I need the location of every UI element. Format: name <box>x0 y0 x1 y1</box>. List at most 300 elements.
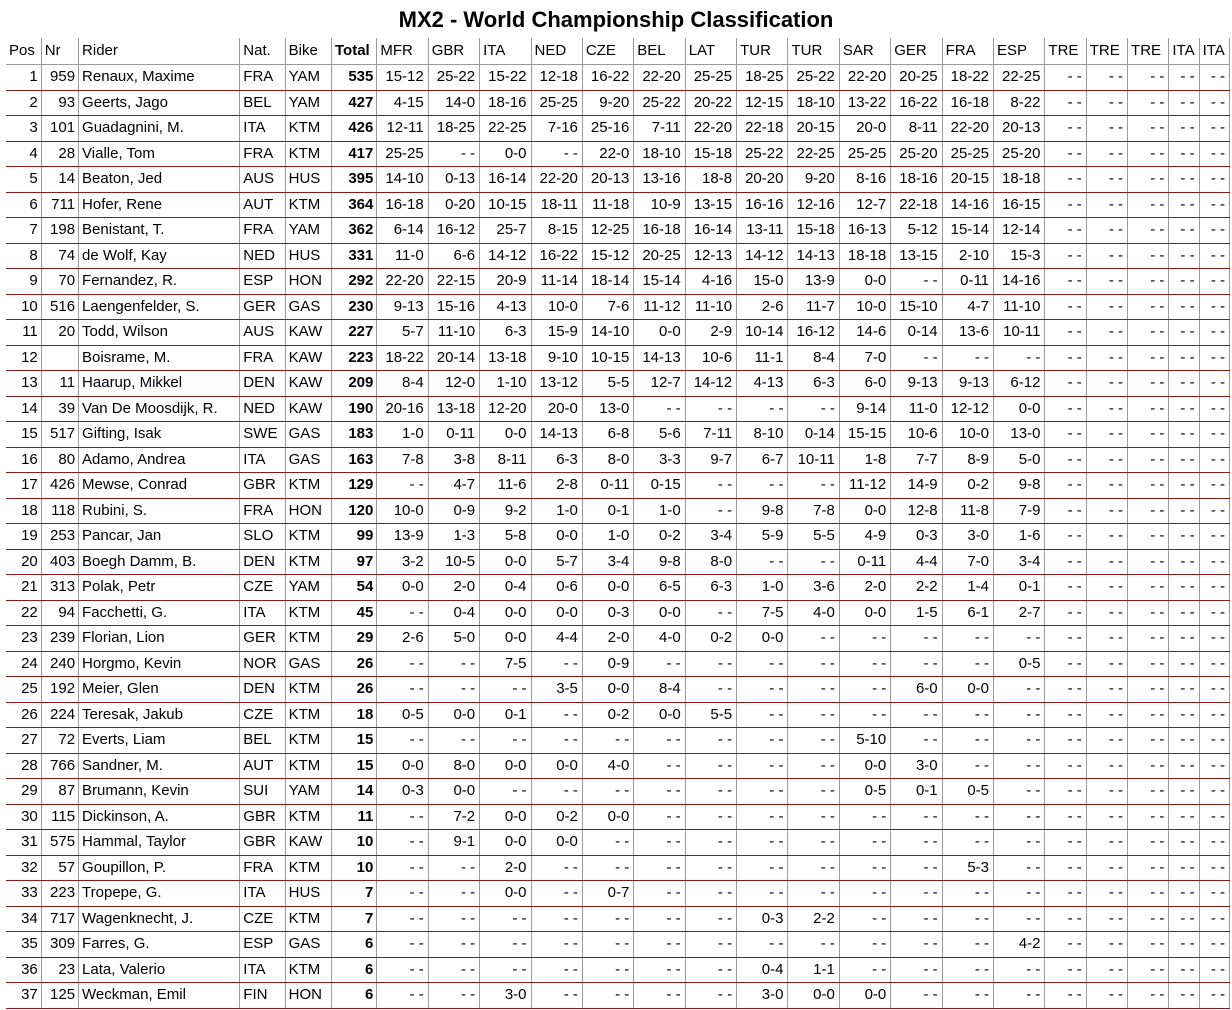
race-result-cell: 0-1 <box>891 779 942 805</box>
race-result-cell: 0-2 <box>685 626 736 652</box>
race-result-cell: - - <box>685 728 736 754</box>
bike-cell: KTM <box>285 549 331 575</box>
race-result-cell: 6-0 <box>891 677 942 703</box>
race-result-cell: 25-20 <box>994 141 1045 167</box>
race-result-cell: - - <box>737 473 788 499</box>
race-result-cell: - - <box>1128 371 1169 397</box>
race-result-cell: - - <box>737 932 788 958</box>
race-result-cell: 13-0 <box>994 422 1045 448</box>
table-row <box>6 243 1230 269</box>
race-result-cell: 14-16 <box>942 192 993 218</box>
race-result-cell: 6-7 <box>737 447 788 473</box>
table-row <box>6 830 1230 856</box>
race-result-cell: 0-0 <box>480 753 531 779</box>
race-result-cell: 25-22 <box>634 90 685 116</box>
race-result-cell: - - <box>1169 983 1199 1009</box>
rider-cell: Boisrame, M. <box>79 345 240 371</box>
number-cell: 309 <box>41 932 78 958</box>
race-result-cell: 9-8 <box>634 549 685 575</box>
race-result-cell: - - <box>1169 294 1199 320</box>
rider-cell: Mewse, Conrad <box>79 473 240 499</box>
race-result-cell: - - <box>1045 371 1086 397</box>
race-result-cell: 0-0 <box>839 269 890 295</box>
race-result-cell: - - <box>1086 422 1127 448</box>
race-result-cell: - - <box>942 728 993 754</box>
total-cell: 26 <box>332 651 377 677</box>
race-result-cell: - - <box>1128 141 1169 167</box>
race-result-cell: - - <box>1169 371 1199 397</box>
rider-cell: Farres, G. <box>79 932 240 958</box>
race-result-cell: 1-10 <box>480 371 531 397</box>
race-result-cell: - - <box>1086 218 1127 244</box>
race-result-cell: - - <box>891 651 942 677</box>
race-result-cell: - - <box>1199 651 1229 677</box>
rider-cell: Geerts, Jago <box>79 90 240 116</box>
race-result-cell: 25-25 <box>685 65 736 91</box>
total-cell: 10 <box>332 855 377 881</box>
race-result-cell: - - <box>1086 779 1127 805</box>
table-row <box>6 192 1230 218</box>
race-result-cell: 8-4 <box>377 371 428 397</box>
race-result-cell: - - <box>1045 626 1086 652</box>
nation-cell: AUS <box>240 167 285 193</box>
race-result-cell: - - <box>1045 957 1086 983</box>
race-result-cell: - - <box>1045 932 1086 958</box>
race-result-cell: - - <box>1199 294 1229 320</box>
number-cell: 39 <box>41 396 78 422</box>
race-result-cell: - - <box>1086 575 1127 601</box>
nation-cell: ITA <box>240 957 285 983</box>
race-result-cell: 1-4 <box>942 575 993 601</box>
nation-cell: ITA <box>240 600 285 626</box>
bike-cell: KAW <box>285 345 331 371</box>
rider-cell: Weckman, Emil <box>79 983 240 1009</box>
race-result-cell: 6-5 <box>634 575 685 601</box>
race-result-cell: - - <box>891 957 942 983</box>
race-result-cell: - - <box>428 881 479 907</box>
race-result-cell: - - <box>1199 269 1229 295</box>
race-result-cell: - - <box>839 830 890 856</box>
race-result-cell: 18-22 <box>377 345 428 371</box>
race-result-cell: 7-11 <box>634 116 685 142</box>
bike-cell: KTM <box>285 906 331 932</box>
race-result-cell: - - <box>480 779 531 805</box>
race-result-cell: - - <box>1045 600 1086 626</box>
col-header-nat: Nat. <box>240 38 285 65</box>
race-result-cell: - - <box>1128 626 1169 652</box>
race-result-cell: - - <box>1045 141 1086 167</box>
race-result-cell: 0-2 <box>531 804 582 830</box>
number-cell: 94 <box>41 600 78 626</box>
race-result-cell: 10-9 <box>634 192 685 218</box>
col-header-pos: Pos <box>6 38 41 65</box>
pos-cell: 18 <box>6 498 41 524</box>
pos-cell: 12 <box>6 345 41 371</box>
race-result-cell: - - <box>1086 957 1127 983</box>
race-result-cell: - - <box>1086 906 1127 932</box>
race-result-cell: 16-14 <box>685 218 736 244</box>
race-result-cell: 13-6 <box>942 320 993 346</box>
race-result-cell: 15-18 <box>685 141 736 167</box>
race-result-cell: - - <box>1169 600 1199 626</box>
race-result-cell: 0-0 <box>531 753 582 779</box>
number-cell: 239 <box>41 626 78 652</box>
bike-cell: HON <box>285 983 331 1009</box>
number-cell: 14 <box>41 167 78 193</box>
race-result-cell: 15-22 <box>480 65 531 91</box>
table-row <box>6 779 1230 805</box>
race-result-cell: - - <box>1045 473 1086 499</box>
table-row <box>6 651 1230 677</box>
race-result-cell: 0-0 <box>377 753 428 779</box>
race-result-cell: - - <box>377 983 428 1009</box>
race-result-cell: 0-20 <box>428 192 479 218</box>
rider-cell: Todd, Wilson <box>79 320 240 346</box>
nation-cell: BEL <box>240 728 285 754</box>
total-cell: 223 <box>332 345 377 371</box>
nation-cell: SLO <box>240 524 285 550</box>
race-result-cell: - - <box>1169 855 1199 881</box>
race-result-cell: - - <box>1169 804 1199 830</box>
race-result-cell: 18-11 <box>531 192 582 218</box>
table-row <box>6 90 1230 116</box>
race-result-cell: - - <box>1045 779 1086 805</box>
race-result-cell: - - <box>1086 90 1127 116</box>
total-cell: 6 <box>332 932 377 958</box>
bike-cell: HON <box>285 498 331 524</box>
number-cell: 575 <box>41 830 78 856</box>
race-result-cell: - - <box>1169 141 1199 167</box>
race-result-cell: 10-0 <box>839 294 890 320</box>
race-result-cell: - - <box>994 804 1045 830</box>
table-row <box>6 345 1230 371</box>
number-cell: 516 <box>41 294 78 320</box>
race-result-cell: 22-20 <box>377 269 428 295</box>
race-result-cell: - - <box>377 855 428 881</box>
race-result-cell: - - <box>737 881 788 907</box>
bike-cell: KTM <box>285 600 331 626</box>
race-result-cell: - - <box>942 932 993 958</box>
race-result-cell: - - <box>788 702 839 728</box>
race-result-cell: - - <box>1169 881 1199 907</box>
race-result-cell: - - <box>839 804 890 830</box>
race-result-cell: 6-3 <box>480 320 531 346</box>
race-result-cell: - - <box>891 626 942 652</box>
race-result-cell: - - <box>1128 65 1169 91</box>
race-result-cell: 3-5 <box>531 677 582 703</box>
race-result-cell: - - <box>1199 549 1229 575</box>
race-result-cell: 5-7 <box>531 549 582 575</box>
race-result-cell: 22-20 <box>839 65 890 91</box>
number-cell: 93 <box>41 90 78 116</box>
race-result-cell: 18-10 <box>634 141 685 167</box>
race-result-cell: - - <box>685 881 736 907</box>
race-result-cell: 3-4 <box>994 549 1045 575</box>
table-row <box>6 498 1230 524</box>
race-result-cell: 22-18 <box>891 192 942 218</box>
race-result-cell: - - <box>788 473 839 499</box>
table-row <box>6 269 1230 295</box>
total-cell: 10 <box>332 830 377 856</box>
race-result-cell: 8-0 <box>685 549 736 575</box>
race-result-cell: 14-9 <box>891 473 942 499</box>
table-row <box>6 116 1230 142</box>
bike-cell: KTM <box>285 855 331 881</box>
bike-cell: KTM <box>285 524 331 550</box>
race-result-cell: 25-25 <box>942 141 993 167</box>
race-result-cell: - - <box>994 702 1045 728</box>
race-result-cell: - - <box>891 855 942 881</box>
pos-cell: 34 <box>6 906 41 932</box>
race-result-cell: - - <box>582 906 633 932</box>
nation-cell: BEL <box>240 90 285 116</box>
race-result-cell: 11-7 <box>788 294 839 320</box>
race-result-cell: - - <box>1169 422 1199 448</box>
race-result-cell: - - <box>788 779 839 805</box>
race-result-cell: - - <box>1199 218 1229 244</box>
race-result-cell: - - <box>1128 473 1169 499</box>
nation-cell: NED <box>240 243 285 269</box>
rider-cell: Boegh Damm, B. <box>79 549 240 575</box>
race-result-cell: - - <box>685 804 736 830</box>
race-result-cell: - - <box>1045 218 1086 244</box>
race-result-cell: - - <box>942 753 993 779</box>
pos-cell: 33 <box>6 881 41 907</box>
pos-cell: 25 <box>6 677 41 703</box>
race-result-cell: - - <box>1045 294 1086 320</box>
number-cell: 70 <box>41 269 78 295</box>
race-result-cell: - - <box>531 779 582 805</box>
race-result-cell: - - <box>1199 881 1229 907</box>
race-result-cell: 0-3 <box>377 779 428 805</box>
table-row <box>6 218 1230 244</box>
race-result-cell: 18-14 <box>582 269 633 295</box>
race-result-cell: - - <box>685 983 736 1009</box>
race-result-cell: - - <box>1169 524 1199 550</box>
race-result-cell: 11-14 <box>531 269 582 295</box>
rider-cell: Hammal, Taylor <box>79 830 240 856</box>
race-result-cell: 5-3 <box>942 855 993 881</box>
race-result-cell: 8-22 <box>994 90 1045 116</box>
race-result-cell: 11-0 <box>377 243 428 269</box>
race-result-cell: - - <box>1199 600 1229 626</box>
race-result-cell: 0-5 <box>942 779 993 805</box>
race-result-cell: - - <box>685 932 736 958</box>
race-result-cell: - - <box>377 677 428 703</box>
number-cell: 118 <box>41 498 78 524</box>
race-result-cell: - - <box>1199 192 1229 218</box>
total-cell: 163 <box>332 447 377 473</box>
rider-cell: Van De Moosdijk, R. <box>79 396 240 422</box>
race-result-cell: 20-15 <box>788 116 839 142</box>
race-result-cell: 22-15 <box>428 269 479 295</box>
race-result-cell: 12-12 <box>942 396 993 422</box>
race-result-cell: 13-9 <box>788 269 839 295</box>
table-row <box>6 932 1230 958</box>
race-result-cell: - - <box>1128 396 1169 422</box>
race-result-cell: 5-0 <box>428 626 479 652</box>
race-result-cell: 1-6 <box>994 524 1045 550</box>
race-result-cell: - - <box>531 983 582 1009</box>
race-result-cell: 6-3 <box>788 371 839 397</box>
race-result-cell: 13-22 <box>839 90 890 116</box>
race-result-cell: 12-15 <box>737 90 788 116</box>
bike-cell: YAM <box>285 65 331 91</box>
race-result-cell: - - <box>994 728 1045 754</box>
table-row <box>6 702 1230 728</box>
nation-cell: ITA <box>240 116 285 142</box>
race-result-cell: - - <box>942 804 993 830</box>
table-row <box>6 422 1230 448</box>
race-result-cell: 14-13 <box>788 243 839 269</box>
bike-cell: KTM <box>285 753 331 779</box>
race-result-cell: 7-16 <box>531 116 582 142</box>
race-result-cell: - - <box>1199 753 1229 779</box>
race-result-cell: 6-1 <box>942 600 993 626</box>
race-result-cell: - - <box>1169 575 1199 601</box>
race-result-cell: 0-0 <box>582 575 633 601</box>
race-result-cell: 15-18 <box>788 218 839 244</box>
race-result-cell: - - <box>994 983 1045 1009</box>
race-result-cell: 11-10 <box>994 294 1045 320</box>
bike-cell: KTM <box>285 677 331 703</box>
race-result-cell: - - <box>634 983 685 1009</box>
pos-cell: 16 <box>6 447 41 473</box>
race-result-cell: - - <box>839 677 890 703</box>
table-row <box>6 396 1230 422</box>
race-result-cell: - - <box>480 906 531 932</box>
race-result-cell: - - <box>685 957 736 983</box>
race-result-cell: 0-5 <box>994 651 1045 677</box>
race-result-cell: 4-7 <box>942 294 993 320</box>
race-result-cell: 22-20 <box>531 167 582 193</box>
race-result-cell: 2-6 <box>737 294 788 320</box>
number-cell: 426 <box>41 473 78 499</box>
race-result-cell: - - <box>737 728 788 754</box>
race-result-cell: - - <box>1169 218 1199 244</box>
race-result-cell: - - <box>1045 116 1086 142</box>
race-result-cell: - - <box>1169 728 1199 754</box>
pos-cell: 15 <box>6 422 41 448</box>
nation-cell: DEN <box>240 371 285 397</box>
race-result-cell: 20-9 <box>480 269 531 295</box>
race-result-cell: 0-1 <box>582 498 633 524</box>
race-result-cell: - - <box>1128 983 1169 1009</box>
race-result-cell: - - <box>1199 932 1229 958</box>
race-result-cell: - - <box>1169 906 1199 932</box>
race-result-cell: 7-11 <box>685 422 736 448</box>
race-result-cell: - - <box>1199 473 1229 499</box>
race-result-cell: - - <box>1045 906 1086 932</box>
race-result-cell: 0-0 <box>634 600 685 626</box>
race-result-cell: - - <box>891 269 942 295</box>
race-result-cell: - - <box>1128 575 1169 601</box>
race-result-cell: 2-2 <box>788 906 839 932</box>
race-result-cell: - - <box>1045 753 1086 779</box>
race-result-cell: 10-15 <box>582 345 633 371</box>
race-result-cell: 15-12 <box>582 243 633 269</box>
race-result-cell: 0-0 <box>582 804 633 830</box>
race-result-cell: - - <box>1169 269 1199 295</box>
race-result-cell: 15-14 <box>942 218 993 244</box>
race-result-cell: 7-7 <box>891 447 942 473</box>
race-result-cell: 9-14 <box>839 396 890 422</box>
number-cell <box>41 345 78 371</box>
bike-cell: HON <box>285 269 331 295</box>
race-result-cell: 0-11 <box>839 549 890 575</box>
race-result-cell: 16-12 <box>428 218 479 244</box>
race-result-cell: - - <box>685 498 736 524</box>
race-result-cell: - - <box>1086 498 1127 524</box>
race-result-cell: 6-14 <box>377 218 428 244</box>
race-result-cell: 25-7 <box>480 218 531 244</box>
race-result-cell: - - <box>582 983 633 1009</box>
race-result-cell: 0-0 <box>737 626 788 652</box>
race-result-cell: 0-0 <box>480 881 531 907</box>
bike-cell: KTM <box>285 957 331 983</box>
race-result-cell: - - <box>1086 116 1127 142</box>
race-result-cell: 0-3 <box>582 600 633 626</box>
race-result-cell: 9-2 <box>480 498 531 524</box>
nation-cell: FIN <box>240 983 285 1009</box>
race-result-cell: 12-25 <box>582 218 633 244</box>
col-header-race: MFR <box>377 38 428 65</box>
pos-cell: 4 <box>6 141 41 167</box>
race-result-cell: 3-0 <box>942 524 993 550</box>
nation-cell: GBR <box>240 830 285 856</box>
race-result-cell: 5-6 <box>634 422 685 448</box>
race-result-cell: - - <box>428 906 479 932</box>
race-result-cell: - - <box>737 549 788 575</box>
race-result-cell: 5-5 <box>582 371 633 397</box>
total-cell: 97 <box>332 549 377 575</box>
race-result-cell: - - <box>531 906 582 932</box>
col-header-race: FRA <box>942 38 993 65</box>
table-row <box>6 753 1230 779</box>
col-header-bike: Bike <box>285 38 331 65</box>
bike-cell: YAM <box>285 779 331 805</box>
race-result-cell: - - <box>737 396 788 422</box>
nation-cell: NOR <box>240 651 285 677</box>
race-result-cell: 1-0 <box>634 498 685 524</box>
race-result-cell: - - <box>1169 779 1199 805</box>
bike-cell: KAW <box>285 320 331 346</box>
race-result-cell: - - <box>1086 447 1127 473</box>
race-result-cell: - - <box>942 881 993 907</box>
race-result-cell: - - <box>1169 549 1199 575</box>
rider-cell: Everts, Liam <box>79 728 240 754</box>
total-cell: 227 <box>332 320 377 346</box>
race-result-cell: - - <box>634 396 685 422</box>
header-row <box>6 38 1230 65</box>
race-result-cell: 0-0 <box>480 804 531 830</box>
total-cell: 364 <box>332 192 377 218</box>
race-result-cell: - - <box>994 626 1045 652</box>
rider-cell: Benistant, T. <box>79 218 240 244</box>
race-result-cell: 13-12 <box>531 371 582 397</box>
table-row <box>6 600 1230 626</box>
rider-cell: Fernandez, R. <box>79 269 240 295</box>
race-result-cell: - - <box>1128 702 1169 728</box>
race-result-cell: 14-13 <box>531 422 582 448</box>
race-result-cell: 13-0 <box>582 396 633 422</box>
race-result-cell: - - <box>1199 626 1229 652</box>
race-result-cell: - - <box>685 396 736 422</box>
race-result-cell: 0-3 <box>891 524 942 550</box>
total-cell: 6 <box>332 983 377 1009</box>
race-result-cell: 20-13 <box>582 167 633 193</box>
race-result-cell: 20-0 <box>531 396 582 422</box>
